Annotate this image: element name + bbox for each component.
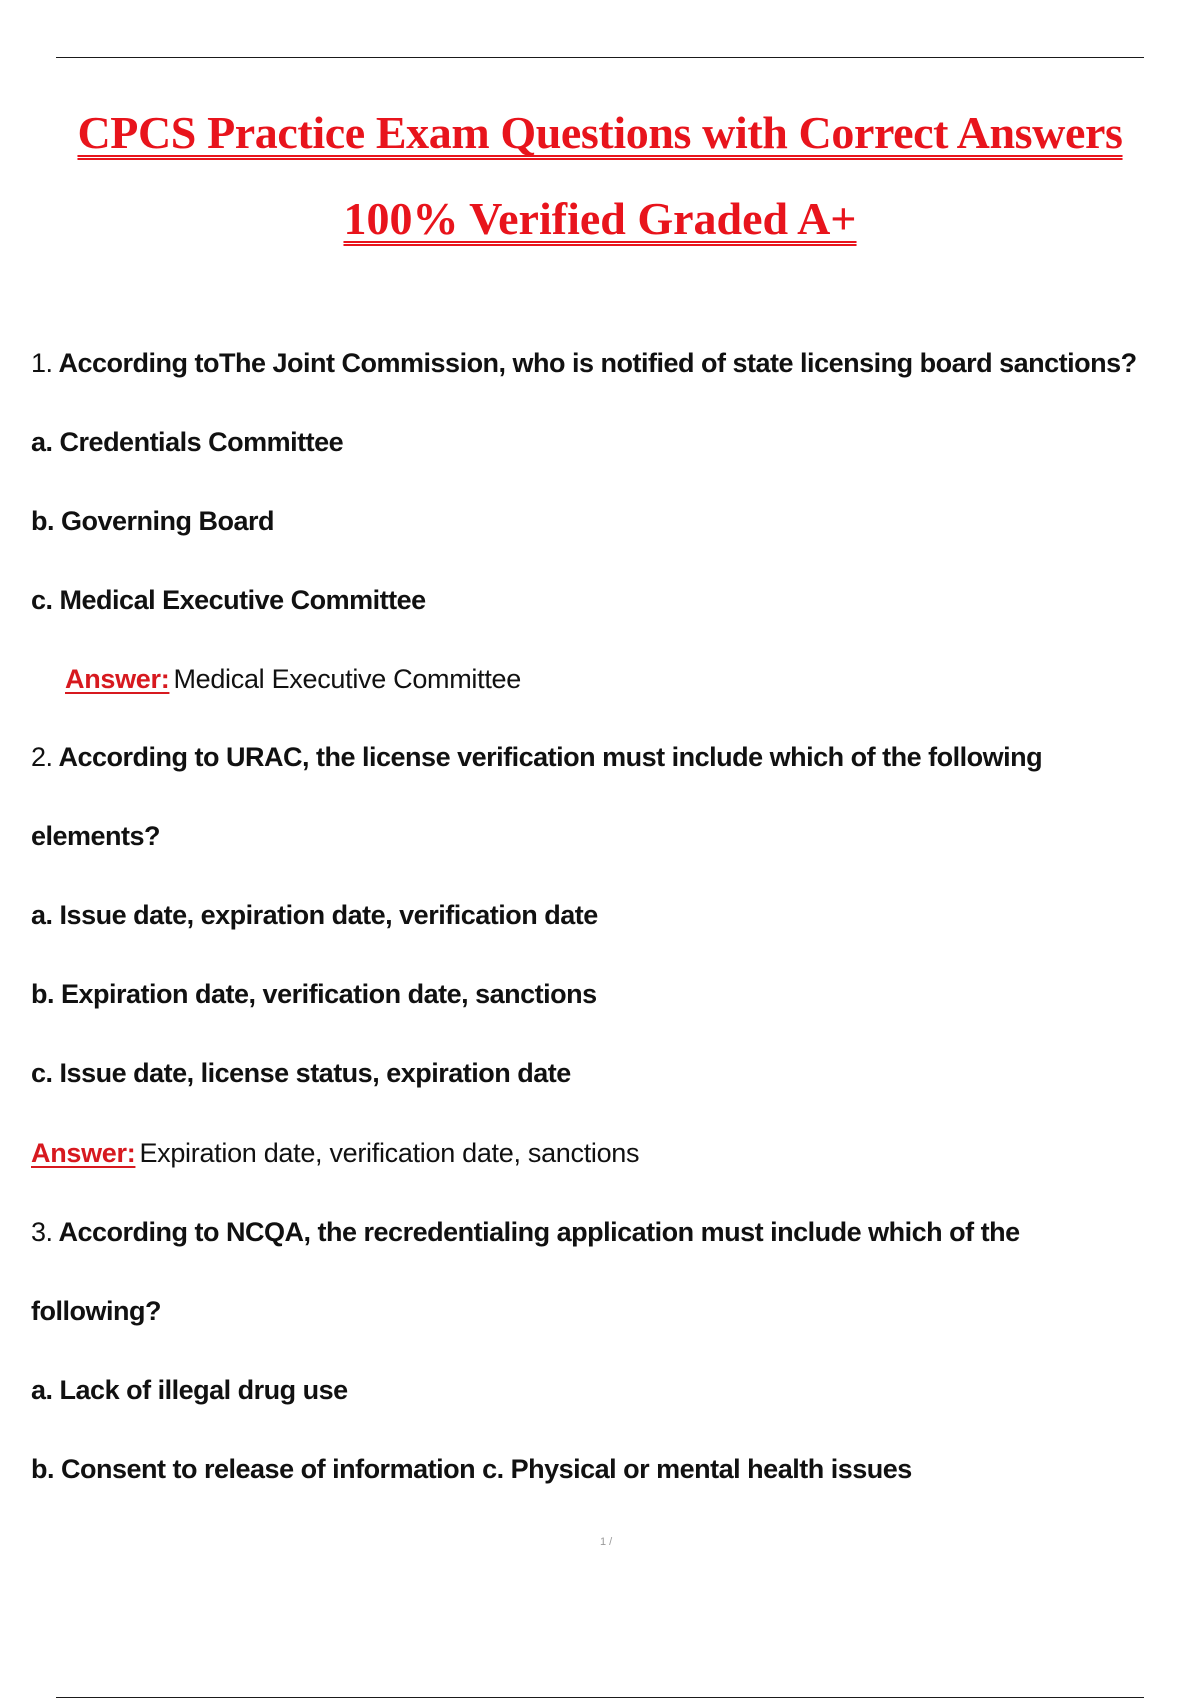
question-1	[31, 348, 1137, 379]
option-letter: c.	[31, 585, 53, 615]
question-2-option-c	[31, 1058, 571, 1089]
option-text: Governing Board	[61, 506, 275, 536]
question-2	[31, 742, 1042, 773]
question-text: elements?	[31, 821, 161, 851]
option-text: Medical Executive Committee	[59, 585, 426, 615]
question-2-answer	[31, 1138, 639, 1169]
question-text: following?	[31, 1296, 161, 1326]
question-2-continuation	[31, 821, 160, 852]
document-title	[0, 106, 1200, 159]
document-subtitle	[0, 192, 1200, 245]
question-text: According to URAC, the license verification must include which of the following	[58, 742, 1043, 772]
question-3	[31, 1217, 1020, 1248]
option-letter: b.	[31, 979, 54, 1009]
option-letter: b.	[31, 506, 54, 536]
option-letter: c.	[31, 1058, 53, 1088]
question-1-option-a	[31, 427, 343, 458]
answer-text: Expiration date, verification date, sanctions	[139, 1138, 640, 1168]
question-3-option-a	[31, 1375, 348, 1406]
question-1-answer	[65, 664, 521, 695]
answer-label: Answer:	[31, 1138, 136, 1168]
title-line-2: 100% Verified Graded A+	[343, 193, 857, 244]
question-number: 3.	[31, 1217, 53, 1247]
question-2-option-a	[31, 900, 598, 931]
answer-label: Answer:	[65, 664, 170, 694]
question-1-option-c	[31, 585, 426, 616]
question-3-continuation	[31, 1296, 161, 1327]
option-text: Lack of illegal drug use	[59, 1375, 348, 1405]
question-3-option-b	[31, 1454, 912, 1485]
option-text: Expiration date, verification date, sanctions	[61, 979, 597, 1009]
option-letter: a.	[31, 427, 53, 457]
top-rule	[56, 57, 1144, 58]
bottom-rule	[56, 1697, 1144, 1698]
question-2-option-b	[31, 979, 597, 1010]
option-text: Issue date, expiration date, verification date	[59, 900, 598, 930]
question-1-option-b	[31, 506, 274, 537]
question-text: According to NCQA, the recredentialing application must include which of the	[58, 1217, 1020, 1247]
question-number: 2.	[31, 742, 53, 772]
title-line-1: CPCS Practice Exam Questions with Correct Answers	[77, 107, 1123, 158]
answer-text: Medical Executive Committee	[173, 664, 521, 694]
option-letter: b.	[31, 1454, 54, 1484]
page-number: 1 /	[600, 1536, 613, 1548]
option-text: Credentials Committee	[59, 427, 344, 457]
option-text: Consent to release of information c. Physical or mental health issues	[61, 1454, 912, 1484]
option-text: Issue date, license status, expiration date	[59, 1058, 571, 1088]
option-letter: a.	[31, 1375, 53, 1405]
option-letter: a.	[31, 900, 53, 930]
question-text: According toThe Joint Commission, who is notified of state licensing board sanctions?	[58, 348, 1137, 378]
question-number: 1.	[31, 348, 53, 378]
